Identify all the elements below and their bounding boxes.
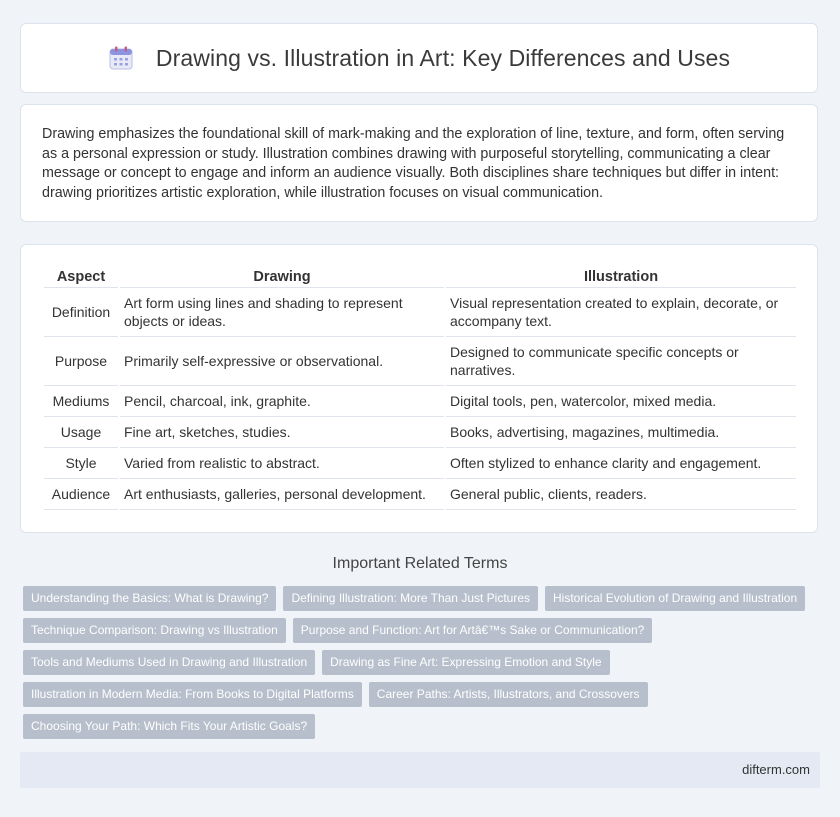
cell-aspect: Audience <box>44 479 118 510</box>
cell-illustration: Visual representation created to explain, decorate, or accompany text. <box>446 288 796 337</box>
cell-aspect: Definition <box>44 288 118 337</box>
header-drawing: Drawing <box>120 265 444 288</box>
table-row <box>44 417 796 448</box>
intro-card <box>20 104 818 222</box>
table-header-row <box>44 265 796 288</box>
cell-illustration: Often stylized to enhance clarity and engagement. <box>446 448 796 479</box>
table-row <box>44 386 796 417</box>
header-aspect: Aspect <box>44 265 118 288</box>
cell-drawing: Pencil, charcoal, ink, graphite. <box>120 386 444 417</box>
related-term-tag[interactable]: Purpose and Function: Art for Artâ€™s Sake or Communication? <box>293 618 653 643</box>
cell-illustration: Digital tools, pen, watercolor, mixed media. <box>446 386 796 417</box>
header-illustration: Illustration <box>446 265 796 288</box>
cell-drawing: Fine art, sketches, studies. <box>120 417 444 448</box>
comparison-table <box>42 265 798 510</box>
cell-drawing: Varied from realistic to abstract. <box>120 448 444 479</box>
cell-drawing: Art enthusiasts, galleries, personal development. <box>120 479 444 510</box>
related-term-tag[interactable]: Historical Evolution of Drawing and Illustration <box>545 586 805 611</box>
calendar-icon <box>108 45 134 71</box>
cell-illustration: Books, advertising, magazines, multimedia. <box>446 417 796 448</box>
cell-drawing: Primarily self-expressive or observational. <box>120 337 444 386</box>
title-card <box>20 23 818 93</box>
cell-aspect: Purpose <box>44 337 118 386</box>
related-term-tag[interactable]: Defining Illustration: More Than Just Pictures <box>283 586 538 611</box>
table-row <box>44 448 796 479</box>
related-term-tag[interactable]: Understanding the Basics: What is Drawing? <box>23 586 276 611</box>
related-term-tag[interactable]: Drawing as Fine Art: Expressing Emotion and Style <box>322 650 609 675</box>
cell-drawing: Art form using lines and shading to represent objects or ideas. <box>120 288 444 337</box>
related-term-tag[interactable]: Choosing Your Path: Which Fits Your Artistic Goals? <box>23 714 315 739</box>
cell-aspect: Mediums <box>44 386 118 417</box>
related-term-tag[interactable]: Career Paths: Artists, Illustrators, and Crossovers <box>369 682 648 707</box>
table-row <box>44 288 796 337</box>
table-row <box>44 337 796 386</box>
cell-illustration: General public, clients, readers. <box>446 479 796 510</box>
related-term-tag[interactable]: Illustration in Modern Media: From Books to Digital Platforms <box>23 682 362 707</box>
cell-aspect: Style <box>44 448 118 479</box>
related-terms-list <box>23 586 823 746</box>
cell-illustration: Designed to communicate specific concepts or narratives. <box>446 337 796 386</box>
page-title: Drawing vs. Illustration in Art: Key Differences and Uses <box>155 44 731 71</box>
related-term-tag[interactable]: Technique Comparison: Drawing vs Illustration <box>23 618 286 643</box>
table-row <box>44 479 796 510</box>
related-term-tag[interactable]: Tools and Mediums Used in Drawing and Illustration <box>23 650 315 675</box>
footer-site-link[interactable]: difterm.com <box>742 762 810 777</box>
footer <box>20 752 820 788</box>
comparison-card <box>20 244 818 533</box>
cell-aspect: Usage <box>44 417 118 448</box>
intro-text: Drawing emphasizes the foundational skill of mark-making and the exploration of line, texture, and form, often serving as a personal expression or study. Illustration combines drawing with purposeful storytelling, communicating a clear message or concept to engage and inform an audience visually. Both disciplines share techniques but differ in intent: drawing prioritizes artistic exploration, while illustration focuses on visual communication. <box>42 126 785 201</box>
related-terms-title: Important Related Terms <box>332 555 508 572</box>
